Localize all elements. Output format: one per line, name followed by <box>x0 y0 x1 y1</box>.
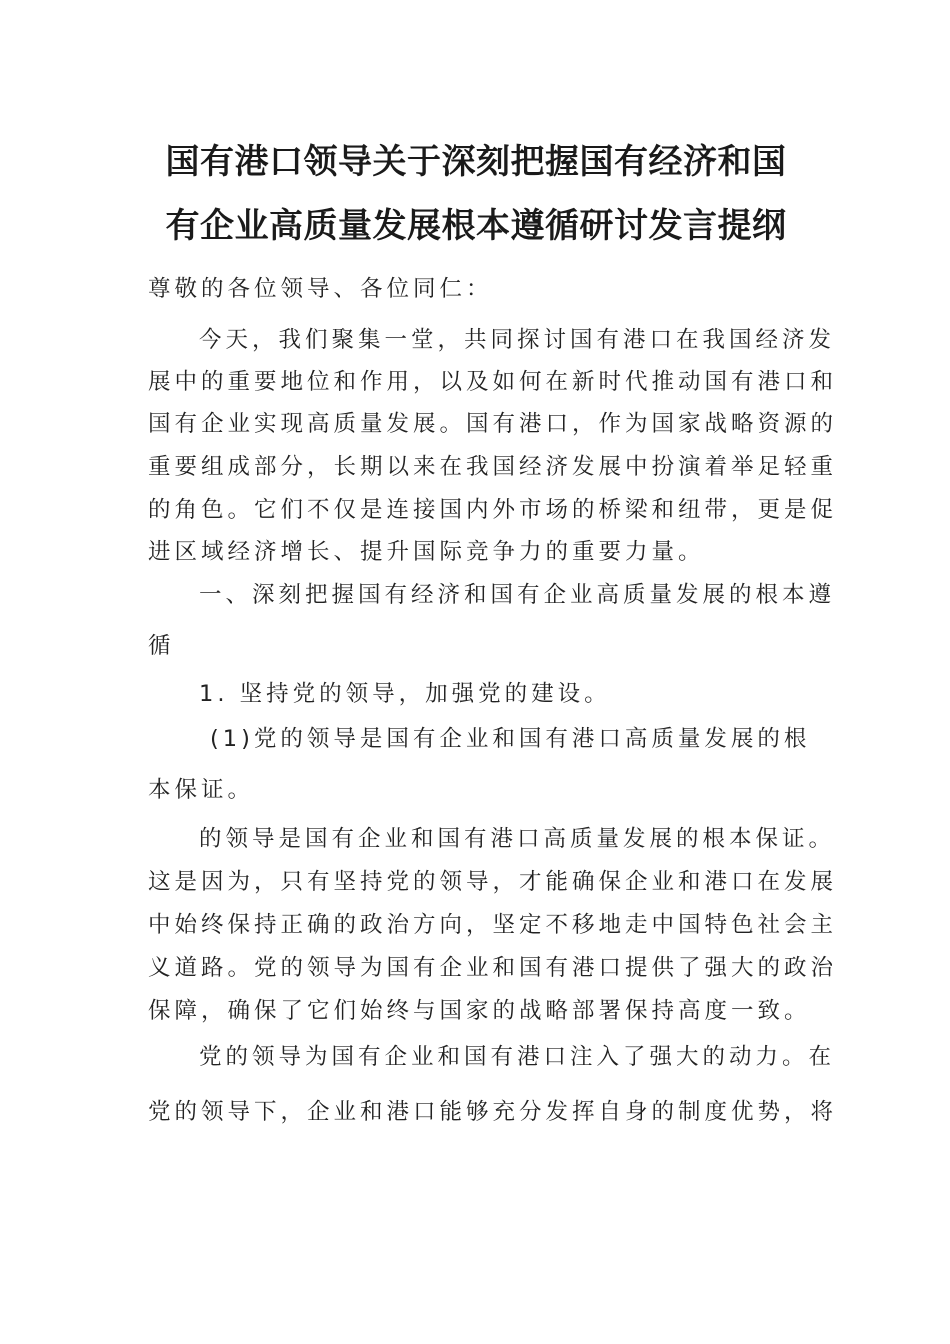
heading-1-line-2: 循 <box>148 633 175 659</box>
list-item-1: 1. 坚持党的领导，加强党的建设。 <box>199 681 611 707</box>
sub-item-1-line-2: 本保证。 <box>148 777 255 803</box>
document-title-line-2: 有企业高质量发展根本遵循研讨发言提纲 <box>165 206 787 246</box>
salutation: 尊敬的各位领导、各位同仁： <box>148 276 493 302</box>
paragraph-2-line-1: 的领导是国有企业和国有港口高质量发展的根本保证。 <box>199 826 836 852</box>
paragraph-2-line-4: 义道路。党的领导为国有企业和国有港口提供了强大的政治 <box>148 955 838 981</box>
paragraph-1-line-5: 的角色。它们不仅是连接国内外市场的桥梁和纽带，更是促 <box>148 497 838 523</box>
paragraph-3-line-2: 党的领导下，企业和港口能够充分发挥自身的制度优势，将 <box>148 1099 838 1125</box>
paragraph-2-line-3: 中始终保持正确的政治方向，坚定不移地走中国特色社会主 <box>148 912 838 938</box>
sub-item-1-line-1: (1)党的领导是国有企业和国有港口高质量发展的根 <box>210 726 811 752</box>
paragraph-1-line-1: 今天，我们聚集一堂，共同探讨国有港口在我国经济发 <box>199 327 836 353</box>
heading-1-line-1: 一、深刻把握国有经济和国有企业高质量发展的根本遵 <box>199 582 836 608</box>
document-title-line-1: 国有港口领导关于深刻把握国有经济和国 <box>165 142 787 182</box>
paragraph-1-line-4: 重要组成部分，长期以来在我国经济发展中扮演着举足轻重 <box>148 454 838 480</box>
paragraph-1-line-6: 进区域经济增长、提升国际竞争力的重要力量。 <box>148 539 705 565</box>
paragraph-1-line-2: 展中的重要地位和作用，以及如何在新时代推动国有港口和 <box>148 369 838 395</box>
paragraph-1-line-3: 国有企业实现高质量发展。国有港口，作为国家战略资源的 <box>148 411 838 437</box>
paragraph-3-line-1: 党的领导为国有企业和国有港口注入了强大的动力。在 <box>199 1044 836 1070</box>
paragraph-2-line-5: 保障，确保了它们始终与国家的战略部署保持高度一致。 <box>148 998 811 1024</box>
paragraph-2-line-2: 这是因为，只有坚持党的领导，才能确保企业和港口在发展 <box>148 869 838 895</box>
